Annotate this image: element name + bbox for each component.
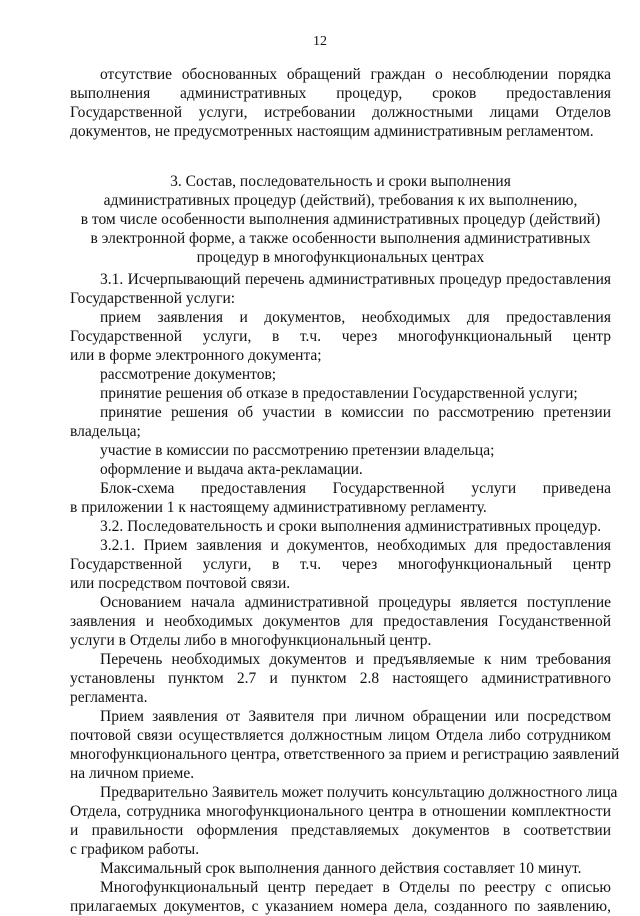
body-line: установлены пунктом 2.7 и пунктом 2.8 настоящего административного xyxy=(70,670,611,687)
body-line: заявления и необходимых документов для предоставления Госуданственной xyxy=(70,613,611,630)
heading-line: 3. Состав, последовательность и сроки выполнения xyxy=(170,173,511,190)
body-line: прием заявления и документов, необходимых для предоставления xyxy=(100,309,611,326)
heading-line: административных процедур (действий), требования к их выполнению, xyxy=(103,192,578,209)
body-line: Блок-схема предоставления Государственной услуги приведена xyxy=(100,480,611,497)
body-line: 3.2.1. Прием заявления и документов, необходимых для предоставления xyxy=(100,537,611,554)
intro-paragraph xyxy=(70,65,611,141)
body-line: и правильности оформления представляемых документов в соответствии xyxy=(70,822,611,839)
body-line: 3.2. Последовательность и сроки выполнения административных процедур. xyxy=(100,518,602,535)
section-heading xyxy=(70,172,611,267)
body-line: Прием заявления от Заявителя при личном обращении или посредством xyxy=(100,708,611,725)
body-line: рассмотрение документов; xyxy=(100,366,277,383)
page-number: 12 xyxy=(313,34,327,49)
body-text xyxy=(70,270,620,916)
heading-line: в электронной форме, а также особенности выполнения административных xyxy=(90,230,591,247)
body-line: принятие решения об участии в комиссии по рассмотрению претензии xyxy=(100,404,611,421)
body-line: 3.1. Исчерпывающий перечень административных процедур предоставления xyxy=(100,271,611,288)
body-line: Максимальный срок выполнения данного действия составляет 10 минут. xyxy=(100,860,582,877)
heading-line: в том числе особенности выполнения административных процедур (действий) xyxy=(80,211,601,228)
body-line: многофункционального центра, ответственного за прием и регистрацию заявлений xyxy=(70,746,620,763)
body-line: Перечень необходимых документов и предъявляемые к ним требования xyxy=(100,651,611,668)
intro-line: выполнения административных процедур, сроков предоставления xyxy=(70,85,611,102)
body-line: владельца; xyxy=(70,423,141,440)
body-line: Государственной услуги, в т.ч. через многофункциональный центр xyxy=(70,328,611,345)
body-line: регламента. xyxy=(70,689,148,706)
body-line: Основанием начала административной процедуры является поступление xyxy=(100,594,611,611)
body-line: Отдела, сотрудника многофункционального центра в отношении комплектности xyxy=(70,803,611,820)
body-line: с графиком работы. xyxy=(70,841,200,858)
body-line: или посредством почтовой связи. xyxy=(70,575,291,592)
body-line: участие в комиссии по рассмотрению претензии владельца; xyxy=(100,442,495,459)
body-line: на личном приеме. xyxy=(70,765,195,782)
body-line: почтовой связи осуществляется должностным лицом Отдела либо сотрудником xyxy=(70,727,611,744)
body-line: услуги в Отделы либо в многофункциональный центр. xyxy=(70,632,432,649)
body-line: или в форме электронного документа; xyxy=(70,347,322,364)
body-line: оформление и выдача акта-рекламации. xyxy=(100,461,363,478)
body-line: Государственной услуги: xyxy=(70,290,236,307)
body-line: прилагаемых документов, с указанием номера дела, созданного по заявлению, xyxy=(70,898,611,915)
body-line: в приложении 1 к настоящему административному регламенту. xyxy=(70,499,487,516)
heading-line: процедур в многофункциональных центрах xyxy=(196,249,485,266)
body-line: принятие решения об отказе в предоставлении Государственной услуги; xyxy=(100,385,578,402)
intro-line: отсутствие обоснованных обращений граждан о несоблюдении порядка xyxy=(100,66,611,83)
intro-line: Государственной услуги, истребовании должностными лицами Отделов xyxy=(70,104,611,121)
body-line: Многофункциональный центр передает в Отделы по реестру с описью xyxy=(100,879,611,896)
body-line: Предварительно Заявитель может получить консультацию должностного лица xyxy=(100,784,618,801)
body-line: Государственной услуги, в т.ч. через многофункциональный центр xyxy=(70,556,611,573)
intro-line: документов, не предусмотренных настоящим административным регламентом. xyxy=(70,123,594,140)
